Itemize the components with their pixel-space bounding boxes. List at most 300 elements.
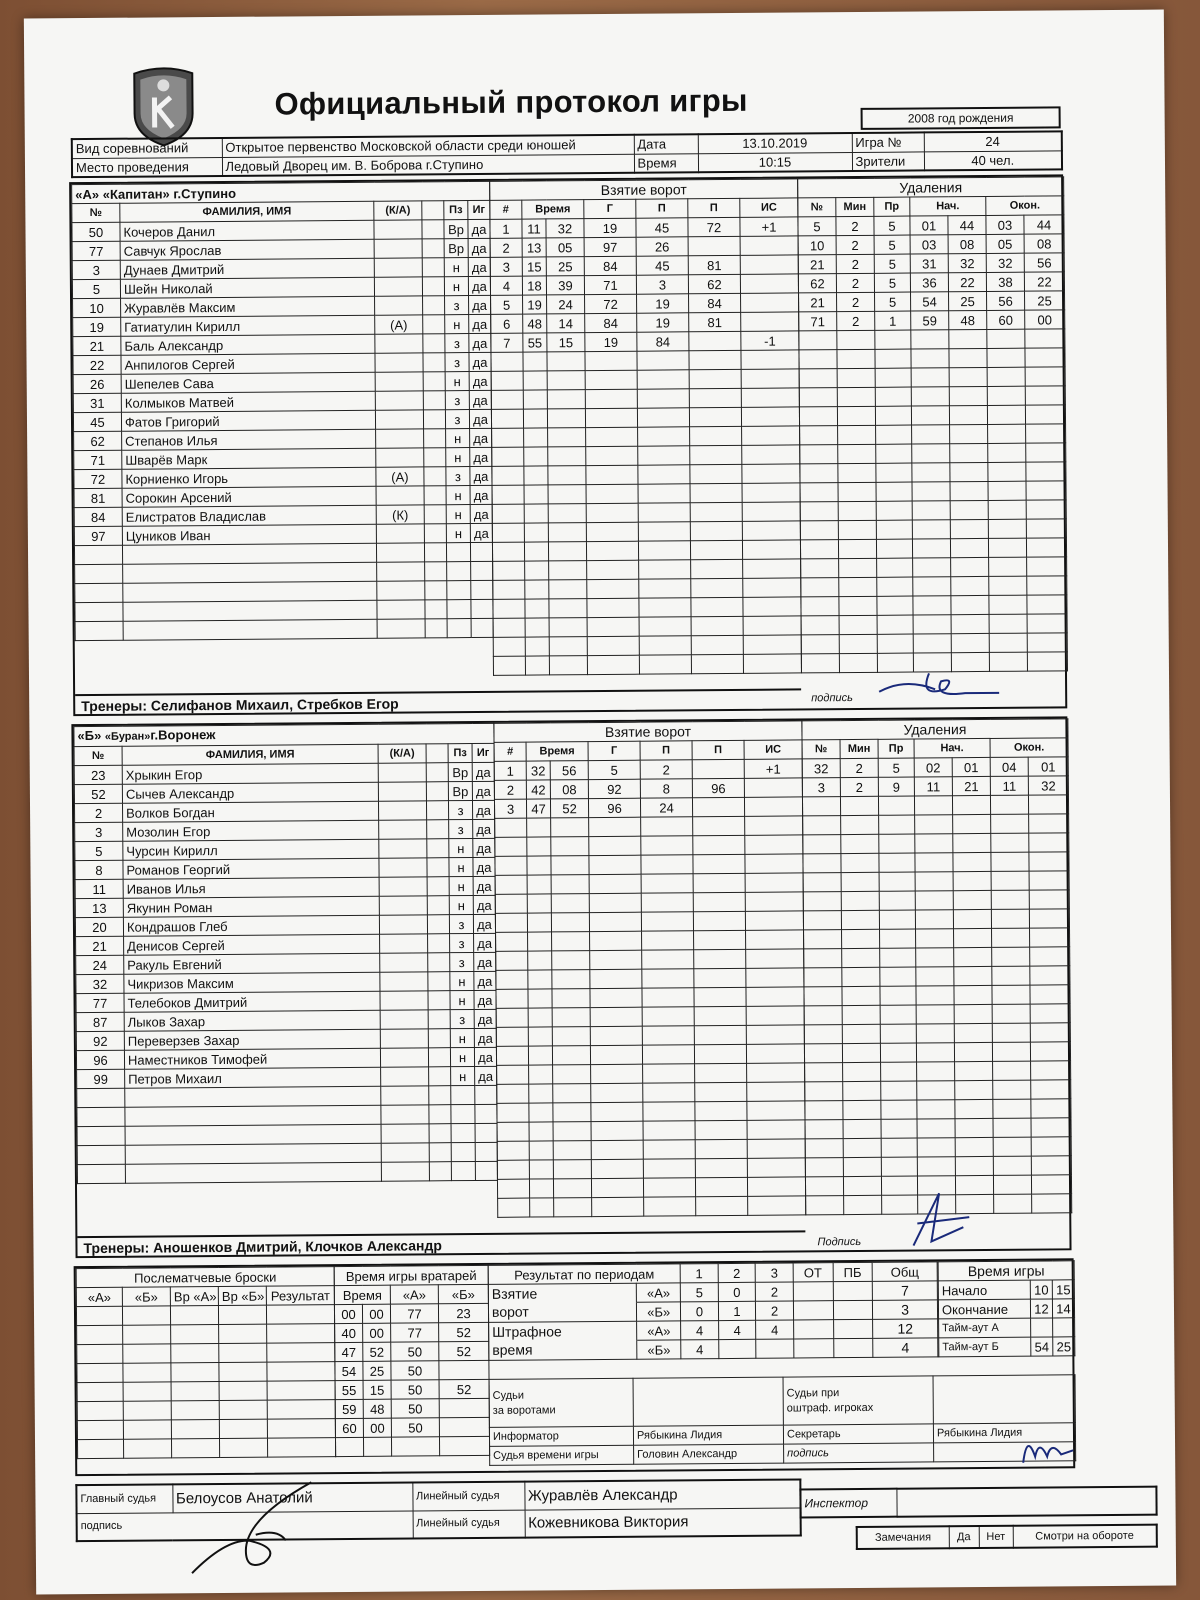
- penalty-judges-label: [783, 1376, 933, 1425]
- empty-cell: [875, 387, 911, 406]
- empty-cell: [548, 523, 586, 542]
- gk-minute: 54: [335, 1361, 363, 1380]
- goal-assist1: 45: [636, 218, 688, 237]
- empty-cell: [74, 545, 122, 564]
- goal-assist2: [692, 797, 744, 816]
- player-role: [375, 372, 423, 391]
- player-number: 8: [75, 860, 123, 879]
- empty-cell: [1030, 966, 1070, 985]
- goal-situation: [744, 778, 802, 797]
- timekeeper-value: Головин Александр: [634, 1444, 784, 1464]
- empty-cell: [76, 1306, 122, 1325]
- empty-cell: [839, 615, 877, 634]
- empty-penalty-row: [803, 852, 1069, 873]
- player-number: 2: [74, 803, 122, 822]
- empty-penalty-row: [800, 481, 1066, 502]
- empty-cell: [267, 1343, 335, 1363]
- team-a-player-rows: [72, 219, 493, 640]
- empty-cell: [591, 1102, 643, 1121]
- empty-cell: [427, 877, 449, 896]
- empty-cell: [917, 1081, 955, 1100]
- player-name: Дунаев Дмитрий: [120, 258, 374, 279]
- empty-cell: [838, 501, 876, 520]
- referee-label: Главный судья: [76, 1484, 172, 1513]
- pen-number: 71: [799, 312, 837, 331]
- goals-b-p1: 0: [681, 1302, 719, 1321]
- empty-cell: [993, 1080, 1031, 1099]
- empty-cell: [491, 409, 523, 428]
- secretary-value: Рябыкина Лидия: [933, 1423, 1075, 1443]
- player-role: [379, 915, 427, 934]
- goal-index: 3: [490, 257, 522, 276]
- empty-cell: [803, 873, 841, 892]
- pen-col-minutes: Мин: [840, 739, 878, 758]
- goal-assist1: 19: [637, 294, 689, 313]
- empty-cell: [696, 1196, 748, 1215]
- empty-cell: [1029, 852, 1069, 871]
- empty-cell: [877, 577, 913, 596]
- player-number: 11: [75, 879, 123, 898]
- empty-cell: [912, 501, 950, 520]
- pen-reason: 5: [874, 216, 910, 235]
- timeout-a-sec: [1053, 1318, 1075, 1337]
- empty-cell: [425, 581, 447, 600]
- empty-cell: [912, 425, 950, 444]
- empty-cell: [492, 542, 524, 561]
- empty-cell: [912, 520, 950, 539]
- empty-cell: [219, 1381, 267, 1400]
- goal-assist1: 24: [640, 798, 692, 817]
- empty-cell: [804, 968, 842, 987]
- empty-cell: [471, 599, 493, 618]
- empty-cell: [591, 1121, 643, 1140]
- empty-cell: [496, 970, 528, 989]
- empty-cell: [524, 504, 548, 523]
- empty-cell: [642, 950, 694, 969]
- empty-cell: [589, 817, 641, 836]
- player-played: да: [468, 219, 490, 238]
- empty-cell: [741, 388, 799, 407]
- empty-cell: [1027, 576, 1067, 595]
- empty-cell: [911, 387, 949, 406]
- team-a-roster: [71, 181, 494, 641]
- team-a-penalties-title: Удаления: [798, 177, 1064, 198]
- competition-value: Открытое первенство Московской области среди юношей: [222, 135, 634, 157]
- goals-a-tag: «А»: [637, 1283, 681, 1302]
- empty-cell: [422, 239, 444, 258]
- empty-cell: [492, 485, 524, 504]
- empty-player-row: [75, 618, 493, 640]
- goal-index: 3: [494, 799, 526, 818]
- empty-cell: [876, 501, 912, 520]
- empty-goal-row: [497, 1120, 805, 1141]
- empty-cell: [125, 1086, 381, 1107]
- empty-cell: [77, 1420, 123, 1439]
- empty-cell: [587, 579, 639, 598]
- empty-goal-row: [495, 816, 803, 837]
- empty-cell: [745, 911, 803, 930]
- empty-cell: [913, 615, 951, 634]
- empty-cell: [423, 410, 445, 429]
- player-position: з: [450, 933, 474, 952]
- pen-number: 62: [798, 274, 836, 293]
- empty-cell: [881, 1138, 917, 1157]
- player-position: з: [445, 296, 469, 315]
- empty-cell: [587, 560, 639, 579]
- player-name: Хрыкин Егор: [122, 763, 378, 784]
- penalty-row: [798, 253, 1064, 274]
- empty-cell: [171, 1401, 219, 1420]
- empty-cell: [1027, 652, 1067, 671]
- empty-cell: [880, 1005, 916, 1024]
- empty-cell: [171, 1344, 219, 1363]
- col-played: Иг: [468, 200, 490, 219]
- referee-signature: [185, 1478, 316, 1577]
- start-label: Начало: [938, 1280, 1030, 1300]
- empty-cell: [842, 1043, 880, 1062]
- player-number: 92: [76, 1031, 124, 1050]
- col-captain: (К/А): [374, 201, 422, 220]
- timeout-a-min: [1031, 1318, 1053, 1337]
- player-role: [374, 258, 422, 277]
- empty-cell: [638, 465, 690, 484]
- empty-cell: [991, 852, 1029, 871]
- empty-cell: [426, 801, 448, 820]
- empty-cell: [994, 1194, 1032, 1213]
- team-a-title: «А» «Капитан» г.Ступино: [72, 181, 490, 203]
- empty-cell: [1025, 405, 1065, 424]
- timeout-b-label: Тайм-аут Б: [939, 1337, 1031, 1357]
- goals-row-label-2: ворот: [488, 1302, 636, 1322]
- empty-cell: [991, 871, 1029, 890]
- pen-minutes: 2: [836, 254, 874, 273]
- empty-cell: [953, 852, 991, 871]
- empty-cell: [123, 562, 377, 583]
- goal-second: 56: [550, 761, 588, 780]
- empty-cell: [590, 950, 642, 969]
- empty-cell: [471, 618, 493, 637]
- goalie-time-title: Время игры вратарей: [334, 1265, 488, 1285]
- empty-cell: [585, 389, 637, 408]
- empty-cell: [800, 502, 838, 521]
- player-role: [380, 1048, 428, 1067]
- goals-col-index: #: [494, 742, 526, 761]
- empty-cell: [993, 1099, 1031, 1118]
- empty-cell: [424, 524, 446, 543]
- empty-cell: [587, 598, 639, 617]
- goal-row: [491, 293, 799, 314]
- empty-cell: [988, 443, 1026, 462]
- empty-cell: [548, 485, 586, 504]
- goal-scorer: 84: [585, 313, 637, 332]
- penalty-row: [798, 215, 1064, 236]
- empty-cell: [804, 949, 842, 968]
- empty-cell: [839, 634, 877, 653]
- empty-cell: [496, 1027, 528, 1046]
- empty-penalty-row: [803, 871, 1069, 892]
- secretary-signature-label: подпись: [784, 1443, 934, 1463]
- empty-cell: [842, 1024, 880, 1043]
- empty-cell: [989, 576, 1027, 595]
- goals-row-label-1: Взятие: [488, 1283, 636, 1303]
- empty-cell: [911, 406, 949, 425]
- player-played: да: [474, 990, 496, 1009]
- empty-cell: [800, 464, 838, 483]
- goal-row: [494, 778, 802, 799]
- empty-cell: [838, 444, 876, 463]
- empty-cell: [549, 656, 587, 675]
- team-b-goals-title: Взятие ворот: [494, 721, 802, 742]
- empty-cell: [915, 834, 953, 853]
- empty-cell: [954, 1004, 992, 1023]
- empty-cell: [591, 1064, 643, 1083]
- empty-cell: [643, 1083, 695, 1102]
- empty-cell: [77, 1363, 123, 1382]
- goal-judges-label-2: за воротами: [492, 1403, 556, 1417]
- linesman1-value: Журавлёв Александр: [524, 1479, 800, 1509]
- goals-col-assist1: П: [640, 741, 692, 760]
- empty-cell: [843, 1062, 881, 1081]
- player-name: Денисов Сергей: [124, 934, 380, 955]
- player-position: з: [449, 914, 473, 933]
- empty-cell: [690, 540, 742, 559]
- empty-cell: [913, 596, 951, 615]
- player-position: н: [446, 524, 470, 543]
- empty-cell: [745, 854, 803, 873]
- empty-cell: [1029, 814, 1069, 833]
- empty-cell: [424, 543, 446, 562]
- empty-goal-row: [492, 464, 800, 485]
- player-name: Сычев Александр: [122, 782, 378, 803]
- gk-minute: 59: [335, 1399, 363, 1418]
- player-name: Анпилогов Сергей: [121, 353, 375, 374]
- empty-cell: [552, 970, 590, 989]
- empty-cell: [950, 424, 988, 443]
- empty-cell: [916, 967, 954, 986]
- empty-cell: [643, 1178, 695, 1197]
- empty-penalty-row: [799, 386, 1065, 407]
- time-value: 10:15: [698, 152, 852, 172]
- empty-cell: [879, 891, 915, 910]
- empty-cell: [992, 947, 1030, 966]
- gk-team-b: 52: [439, 1341, 489, 1360]
- penalty-row: [798, 272, 1064, 293]
- player-number: 52: [74, 784, 122, 803]
- empty-goal-row: [496, 1006, 804, 1027]
- goal-index: 4: [490, 276, 522, 295]
- empty-cell: [586, 522, 638, 541]
- pen-start-min: 59: [911, 311, 949, 330]
- player-number: 3: [75, 822, 123, 841]
- pim-a-ot: [793, 1320, 833, 1339]
- empty-cell: [587, 617, 639, 636]
- empty-cell: [363, 1437, 391, 1456]
- pen-end-sec: 32: [1028, 776, 1068, 795]
- empty-cell: [123, 581, 377, 602]
- empty-cell: [553, 1122, 591, 1141]
- pen-end-min: 11: [990, 776, 1028, 795]
- goal-minute: 48: [523, 314, 547, 333]
- empty-cell: [125, 1162, 381, 1183]
- empty-cell: [991, 909, 1029, 928]
- empty-goal-row: [497, 1177, 805, 1198]
- competition-label: Вид соревнований: [72, 138, 222, 158]
- player-role: [381, 1067, 429, 1086]
- pen-reason: 5: [874, 273, 910, 292]
- empty-cell: [1027, 595, 1067, 614]
- player-played: да: [468, 276, 490, 295]
- goal-minute: 32: [526, 761, 550, 780]
- period-col-3: 3: [755, 1263, 793, 1282]
- player-role: [378, 782, 426, 801]
- empty-cell: [747, 1139, 805, 1158]
- player-role: [376, 486, 424, 505]
- empty-cell: [641, 874, 693, 893]
- empty-cell: [842, 948, 880, 967]
- empty-cell: [219, 1362, 267, 1381]
- goalie-time-row: [335, 1417, 489, 1437]
- goal-scorer: 5: [588, 760, 640, 779]
- empty-penalty-row: [800, 443, 1066, 464]
- empty-goal-row: [496, 1044, 804, 1065]
- goalie-time-row: [335, 1398, 489, 1418]
- player-number: 45: [73, 412, 121, 431]
- empty-goal-row: [497, 1139, 805, 1160]
- empty-cell: [423, 372, 445, 391]
- player-played: да: [474, 1028, 496, 1047]
- empty-cell: [742, 521, 800, 540]
- competition-info-table: [71, 130, 1063, 178]
- empty-cell: [642, 1026, 694, 1045]
- remarks-yes[interactable]: Да: [949, 1526, 979, 1548]
- empty-cell: [695, 1177, 747, 1196]
- empty-cell: [801, 635, 839, 654]
- empty-goal-row: [496, 930, 804, 951]
- empty-cell: [989, 633, 1027, 652]
- empty-cell: [475, 1161, 497, 1180]
- goal-second: 05: [546, 238, 584, 257]
- empty-cell: [880, 1024, 916, 1043]
- empty-cell: [497, 1103, 529, 1122]
- empty-cell: [743, 635, 801, 654]
- player-played: да: [473, 838, 495, 857]
- player-position: н: [450, 1047, 474, 1066]
- empty-goal-row: [496, 968, 804, 989]
- player-played: да: [469, 371, 491, 390]
- empty-penalty-row: [804, 1004, 1070, 1025]
- game-number: 24: [924, 131, 1062, 151]
- date-label: Дата: [634, 134, 698, 154]
- player-number: 22: [73, 355, 121, 374]
- player-name: Петров Михаил: [125, 1067, 381, 1088]
- empty-cell: [746, 968, 804, 987]
- empty-cell: [77, 1126, 125, 1145]
- player-number: 84: [74, 507, 122, 526]
- player-number: 62: [74, 431, 122, 450]
- empty-cell: [694, 949, 746, 968]
- empty-cell: [590, 988, 642, 1007]
- empty-cell: [528, 1008, 552, 1027]
- player-played: да: [468, 238, 490, 257]
- empty-cell: [495, 837, 527, 856]
- pen-minutes: 2: [840, 758, 878, 777]
- empty-cell: [837, 368, 875, 387]
- empty-cell: [843, 1138, 881, 1157]
- empty-cell: [801, 597, 839, 616]
- empty-cell: [747, 1177, 805, 1196]
- goal-assist1: 2: [640, 760, 692, 779]
- player-played: да: [469, 409, 491, 428]
- empty-cell: [741, 350, 799, 369]
- empty-cell: [877, 558, 913, 577]
- empty-cell: [381, 1143, 429, 1162]
- player-played: да: [469, 352, 491, 371]
- empty-cell: [335, 1437, 363, 1456]
- empty-cell: [949, 329, 987, 348]
- player-role: [379, 820, 427, 839]
- remarks-no[interactable]: Нет: [979, 1526, 1013, 1548]
- player-number: 50: [72, 222, 120, 241]
- goal-situation: [740, 236, 798, 255]
- goal-row: [490, 274, 798, 295]
- player-name: Цуников Иван: [122, 524, 376, 545]
- player-role: (А): [375, 315, 423, 334]
- pen-reason: 5: [878, 758, 914, 777]
- goal-assist2: 96: [692, 778, 744, 797]
- empty-cell: [691, 635, 743, 654]
- empty-cell: [879, 853, 915, 872]
- empty-cell: [881, 1081, 917, 1100]
- goal-scorer: 72: [585, 294, 637, 313]
- goals-col-situation: ИС: [744, 740, 802, 759]
- empty-goal-row: [491, 350, 799, 371]
- player-number: 97: [74, 526, 122, 545]
- empty-cell: [429, 1067, 451, 1086]
- pim-b-so: [833, 1338, 873, 1357]
- empty-cell: [839, 653, 877, 672]
- empty-cell: [170, 1306, 218, 1325]
- empty-cell: [1031, 1099, 1071, 1118]
- pen-start-min: 36: [910, 273, 948, 292]
- empty-cell: [843, 1100, 881, 1119]
- player-name: Корниенко Игорь: [122, 467, 376, 488]
- empty-cell: [695, 1101, 747, 1120]
- empty-cell: [694, 987, 746, 1006]
- empty-cell: [495, 818, 527, 837]
- player-role: [374, 277, 422, 296]
- empty-cell: [987, 386, 1025, 405]
- empty-cell: [911, 330, 949, 349]
- end-minute: 14: [1052, 1299, 1074, 1318]
- empty-cell: [876, 444, 912, 463]
- team-b-roster: [73, 723, 498, 1184]
- empty-cell: [524, 542, 548, 561]
- empty-cell: [529, 1122, 553, 1141]
- gk-team-a: 50: [391, 1342, 439, 1361]
- empty-cell: [77, 1107, 125, 1126]
- empty-cell: [495, 913, 527, 932]
- empty-cell: [803, 911, 841, 930]
- empty-cell: [838, 463, 876, 482]
- goalie-time-row: [335, 1360, 489, 1380]
- pen-col-number: №: [802, 740, 840, 759]
- empty-cell: [800, 521, 838, 540]
- empty-penalty-row: [804, 1042, 1070, 1063]
- team-b-player-rows: [74, 762, 497, 1183]
- goal-scorer: 19: [584, 218, 636, 237]
- empty-cell: [987, 329, 1025, 348]
- empty-cell: [525, 580, 549, 599]
